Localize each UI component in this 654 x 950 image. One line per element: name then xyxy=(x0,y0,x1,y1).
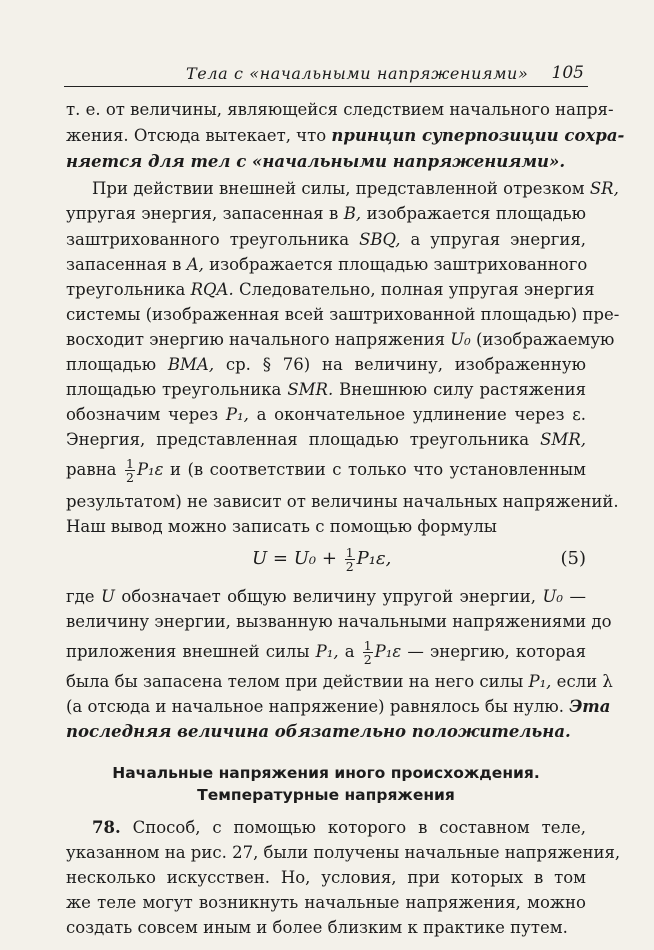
page-header xyxy=(64,56,588,87)
text-line: указанном на рис. 27, были получены начальные напряжения, xyxy=(66,843,621,862)
text-line: (а отсюда и начальное напряжение) равнялось бы нулю. Эта xyxy=(66,697,611,716)
section-heading-line2: Температурные напряжения xyxy=(197,786,455,804)
section-number: 78. xyxy=(92,818,121,837)
text-line: обозначим через P₁, а окончательное удлинение через ε. xyxy=(66,405,586,424)
equation-5 xyxy=(66,542,586,576)
text-line: упругая энергия, запасенная в B, изображается площадью xyxy=(66,204,586,223)
text-line: же теле могут возникнуть начальные напряжения, можно xyxy=(66,893,586,912)
text-line: няется для тел с «начальными напряжениями». xyxy=(66,152,566,171)
text-line: треугольника RQA. Следовательно, полная упругая энергия xyxy=(66,280,595,299)
text-line: площадью BMA, ср. § 76) на величину, изображенную xyxy=(66,355,587,374)
text-line: величину энергии, вызванную начальными напряжениями до xyxy=(66,612,612,631)
equation-number: (5) xyxy=(560,548,586,569)
text-line: создать совсем иным и более близким к практике путем. xyxy=(66,918,568,937)
fraction-one-half: $\frac{1}{2}$ xyxy=(126,456,134,485)
text-line: равна $\frac{1}{2}$ P₁ε и (в соответствии с только что установленным xyxy=(66,456,586,485)
page-number: 105 xyxy=(551,63,584,83)
text-line: последняя величина обязательно положительна. xyxy=(66,722,571,741)
text-line: восходит энергию начального напряжения U₀ (изображаемую xyxy=(66,330,615,349)
text-line: т. е. от величины, являющейся следствием начального напря- xyxy=(66,100,614,119)
text-line: 78. Способ, с помощью которого в составном теле, xyxy=(92,818,586,837)
text-line: результатом) не зависит от величины начальных напряжений. xyxy=(66,492,619,511)
text-line: несколько искусствен. Но, условия, при которых в том xyxy=(66,868,586,887)
section-heading-line1: Начальные напряжения иного происхождения. xyxy=(112,764,540,782)
text-line: запасенная в A, изображается площадью заштрихованного xyxy=(66,255,588,274)
running-title: Тела с «начальными напряжениями» xyxy=(186,64,529,83)
section-heading xyxy=(66,762,586,806)
text-line: приложения внешней силы P₁, а $\frac{1}{2}$ P₁ε — энергию, которая xyxy=(66,638,587,667)
equation-formula: U = U₀ + $\frac{1}{2}$ P₁ε, xyxy=(252,544,392,574)
text-line: системы (изображенная всей заштрихованной площадью) пре- xyxy=(66,305,620,324)
text-line: где U обозначает общую величину упругой энергии, U₀ — xyxy=(66,587,586,606)
fraction-one-half: $\frac{1}{2}$ xyxy=(363,638,372,667)
text-line: была бы запасена телом при действии на него силы P₁, если λ xyxy=(66,672,613,691)
text-line: заштрихованного треугольника SBQ, а упругая энергия, xyxy=(66,230,587,249)
text-line: жения. Отсюда вытекает, что принцип суперпозиции сохра- xyxy=(66,126,625,145)
text-line: Энергия, представленная площадью треугольника SMR, xyxy=(66,430,586,449)
text-line: При действии внешней силы, представленной отрезком SR, xyxy=(92,179,619,198)
text-line: Наш вывод можно записать с помощью формулы xyxy=(66,517,497,536)
text-line: площадью треугольника SMR. Внешнюю силу растяжения xyxy=(66,380,586,399)
fraction-one-half: $\frac{1}{2}$ xyxy=(345,544,354,574)
